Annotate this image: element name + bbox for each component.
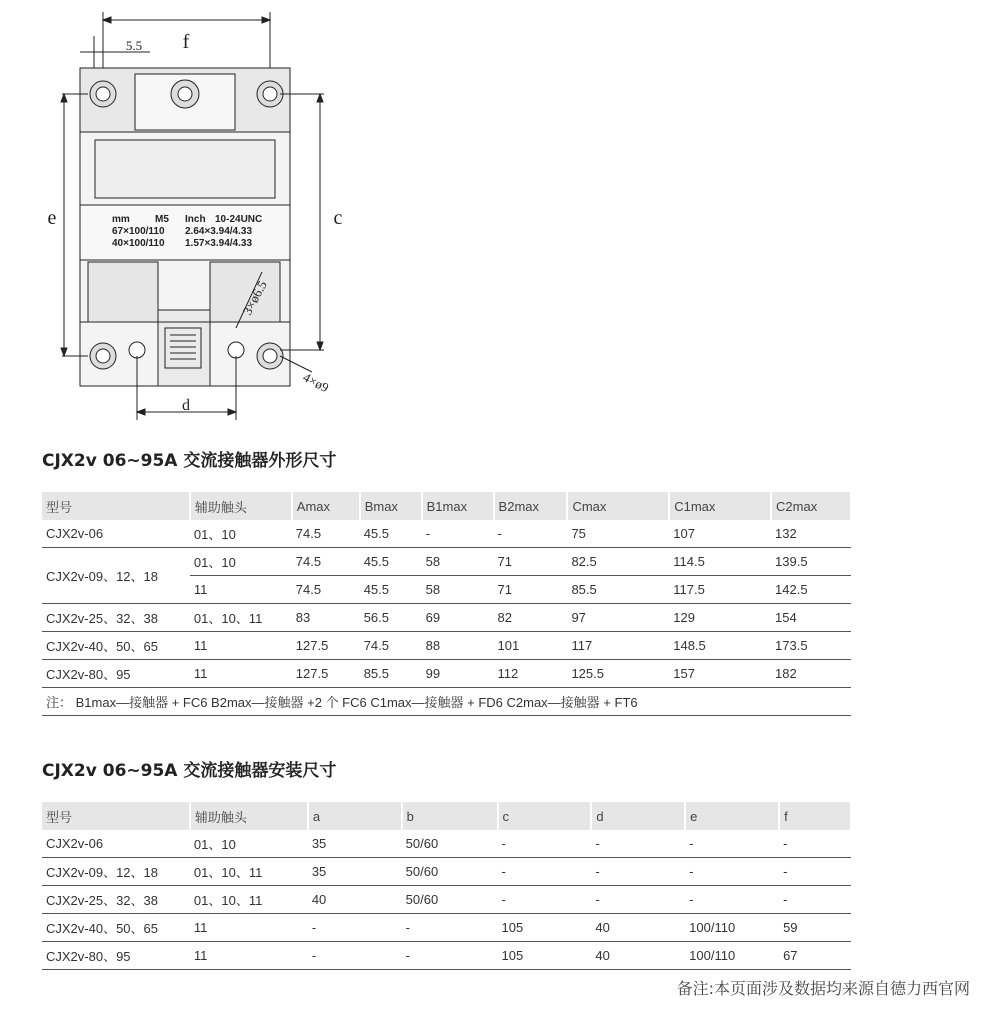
table-header-row: [42, 802, 851, 830]
table-cell: 01、10、11: [190, 858, 308, 886]
table-cell: -: [685, 858, 779, 886]
table-cell: CJX2v-06: [42, 520, 190, 548]
table-cell: 01、10、11: [190, 604, 292, 632]
table-cell: CJX2v-06: [42, 830, 190, 858]
table-cell: 01、10、11: [190, 886, 308, 914]
table-cell: 69: [422, 604, 494, 632]
table-cell: -: [779, 830, 851, 858]
table-cell: 71: [494, 576, 568, 604]
table-cell: -: [685, 886, 779, 914]
col-header: B2max: [494, 492, 568, 520]
table-cell: -: [402, 914, 498, 942]
table-note-row: [42, 688, 851, 716]
table-cell: CJX2v-80、95: [42, 942, 190, 970]
table-cell: 142.5: [771, 576, 851, 604]
table-cell: 173.5: [771, 632, 851, 660]
table-cell: 11: [190, 914, 308, 942]
table-cell: 40: [591, 942, 685, 970]
table-cell: 11: [190, 576, 292, 604]
label-inch-row1: 2.64×3.94/4.33: [185, 226, 253, 237]
col-header: b: [402, 802, 498, 830]
table-cell: 74.5: [292, 548, 360, 576]
dim-c: c: [333, 207, 343, 229]
table-cell: 157: [669, 660, 771, 688]
table-cell: 45.5: [360, 548, 422, 576]
table-cell: 85.5: [567, 576, 669, 604]
table-cell: 132: [771, 520, 851, 548]
table-cell: -: [591, 858, 685, 886]
table-cell: 56.5: [360, 604, 422, 632]
dim-e: e: [47, 207, 57, 229]
table-cell: 35: [308, 830, 402, 858]
table2-title: CJX2v 06~95A 交流接触器安装尺寸: [42, 761, 337, 781]
table-cell: 99: [422, 660, 494, 688]
table-cell: -: [498, 830, 592, 858]
table-cell: CJX2v-25、32、38: [42, 886, 190, 914]
table-cell: 75: [567, 520, 669, 548]
table-row: [42, 604, 851, 632]
table-cell: 67: [779, 942, 851, 970]
col-header: 辅助触头: [190, 492, 292, 520]
table-cell: 139.5: [771, 548, 851, 576]
col-header: C1max: [669, 492, 771, 520]
table-cell: -: [591, 830, 685, 858]
table-cell: 45.5: [360, 576, 422, 604]
table-cell: 71: [494, 548, 568, 576]
table-cell: -: [402, 942, 498, 970]
dim-5-5: 5.5: [125, 38, 143, 53]
label-unc: 10-24UNC: [215, 214, 263, 225]
table-cell: 100/110: [685, 942, 779, 970]
table-cell: 101: [494, 632, 568, 660]
table-cell: -: [498, 886, 592, 914]
table-cell: 114.5: [669, 548, 771, 576]
table-cell: 01、10: [190, 520, 292, 548]
label-m5: M5: [155, 214, 169, 225]
table-cell: 50/60: [402, 886, 498, 914]
table-cell: 97: [567, 604, 669, 632]
table-row: [42, 942, 851, 970]
table-row: [42, 914, 851, 942]
label-inch-row2: 1.57×3.94/4.33: [185, 238, 253, 249]
col-header: e: [685, 802, 779, 830]
table-cell: -: [308, 914, 402, 942]
table-row: [42, 660, 851, 688]
col-header: f: [779, 802, 851, 830]
table-cell: 11: [190, 660, 292, 688]
table-cell: 82: [494, 604, 568, 632]
table-cell: 148.5: [669, 632, 771, 660]
table-cell: 58: [422, 548, 494, 576]
table-cell: 74.5: [360, 632, 422, 660]
table-cell: 100/110: [685, 914, 779, 942]
table-row: [42, 886, 851, 914]
col-header: B1max: [422, 492, 494, 520]
dim-d: d: [182, 397, 190, 414]
table-cell: 117: [567, 632, 669, 660]
table-cell: 40: [591, 914, 685, 942]
label-mm: mm: [112, 214, 130, 225]
table-cell: -: [422, 520, 494, 548]
table-cell: 125.5: [567, 660, 669, 688]
table-cell: -: [498, 858, 592, 886]
table-cell: 112: [494, 660, 568, 688]
table-row: [42, 858, 851, 886]
table-row: [42, 830, 851, 858]
table-cell: -: [779, 886, 851, 914]
table-row: [42, 520, 851, 548]
dim-3-holes: 3×ø6.5: [239, 278, 270, 318]
table-cell: CJX2v-40、50、65: [42, 914, 190, 942]
table-cell: 11: [190, 632, 292, 660]
col-header: d: [591, 802, 685, 830]
table-cell: 74.5: [292, 520, 360, 548]
col-header: c: [498, 802, 592, 830]
col-header: 型号: [42, 802, 190, 830]
table-cell: 50/60: [402, 858, 498, 886]
table-row: [42, 632, 851, 660]
table-cell: 50/60: [402, 830, 498, 858]
table-cell: 45.5: [360, 520, 422, 548]
col-header: 辅助触头: [190, 802, 308, 830]
table-cell: 40: [308, 886, 402, 914]
table-cell: CJX2v-25、32、38: [42, 604, 190, 632]
table-cell: -: [308, 942, 402, 970]
label-mm-row2: 40×100/110: [112, 238, 165, 249]
table-cell: 11: [190, 942, 308, 970]
contactor-dimension-drawing: [40, 10, 370, 420]
table-cell: 154: [771, 604, 851, 632]
table-row: [42, 548, 851, 576]
table-cell: 117.5: [669, 576, 771, 604]
col-header: Bmax: [360, 492, 422, 520]
col-header: C2max: [771, 492, 851, 520]
label-inch: Inch: [185, 214, 206, 225]
dimensions-table: [42, 492, 852, 716]
table-cell: 107: [669, 520, 771, 548]
table1-title: CJX2v 06~95A 交流接触器外形尺寸: [42, 451, 337, 471]
col-header: Amax: [292, 492, 360, 520]
table-cell: 88: [422, 632, 494, 660]
table-cell: CJX2v-09、12、18: [42, 858, 190, 886]
table-cell: -: [779, 858, 851, 886]
table-cell: 83: [292, 604, 360, 632]
table-cell: 82.5: [567, 548, 669, 576]
table-cell: 127.5: [292, 632, 360, 660]
table-cell: CJX2v-80、95: [42, 660, 190, 688]
table-cell: 35: [308, 858, 402, 886]
table-header-row: [42, 492, 851, 520]
table-cell: 01、10: [190, 548, 292, 576]
table-cell: -: [591, 886, 685, 914]
label-mm-row1: 67×100/110: [112, 226, 165, 237]
col-header: a: [308, 802, 402, 830]
table-cell: 182: [771, 660, 851, 688]
table-cell: -: [685, 830, 779, 858]
table-cell: -: [494, 520, 568, 548]
col-header: 型号: [42, 492, 190, 520]
dim-f: f: [182, 31, 190, 53]
table-cell: 74.5: [292, 576, 360, 604]
col-header: Cmax: [567, 492, 669, 520]
table-cell: 105: [498, 914, 592, 942]
footer-note: 备注:本页面涉及数据均来源自德力西官网: [676, 979, 970, 998]
table-cell: 127.5: [292, 660, 360, 688]
table-cell: 105: [498, 942, 592, 970]
table-cell: 58: [422, 576, 494, 604]
table-note: 注： B1max—接触器 + FC6 B2max—接触器 +2 个 FC6 C1max—接触器 + FD6 C2max—接触器 + FT6: [42, 688, 851, 716]
dim-4-holes: 4×ø9: [300, 369, 332, 396]
table-cell: 129: [669, 604, 771, 632]
mounting-table: [42, 802, 852, 970]
table-cell: 85.5: [360, 660, 422, 688]
table-cell: CJX2v-09、12、18: [42, 548, 190, 604]
table-cell: CJX2v-40、50、65: [42, 632, 190, 660]
table-cell: 01、10: [190, 830, 308, 858]
table-cell: 59: [779, 914, 851, 942]
